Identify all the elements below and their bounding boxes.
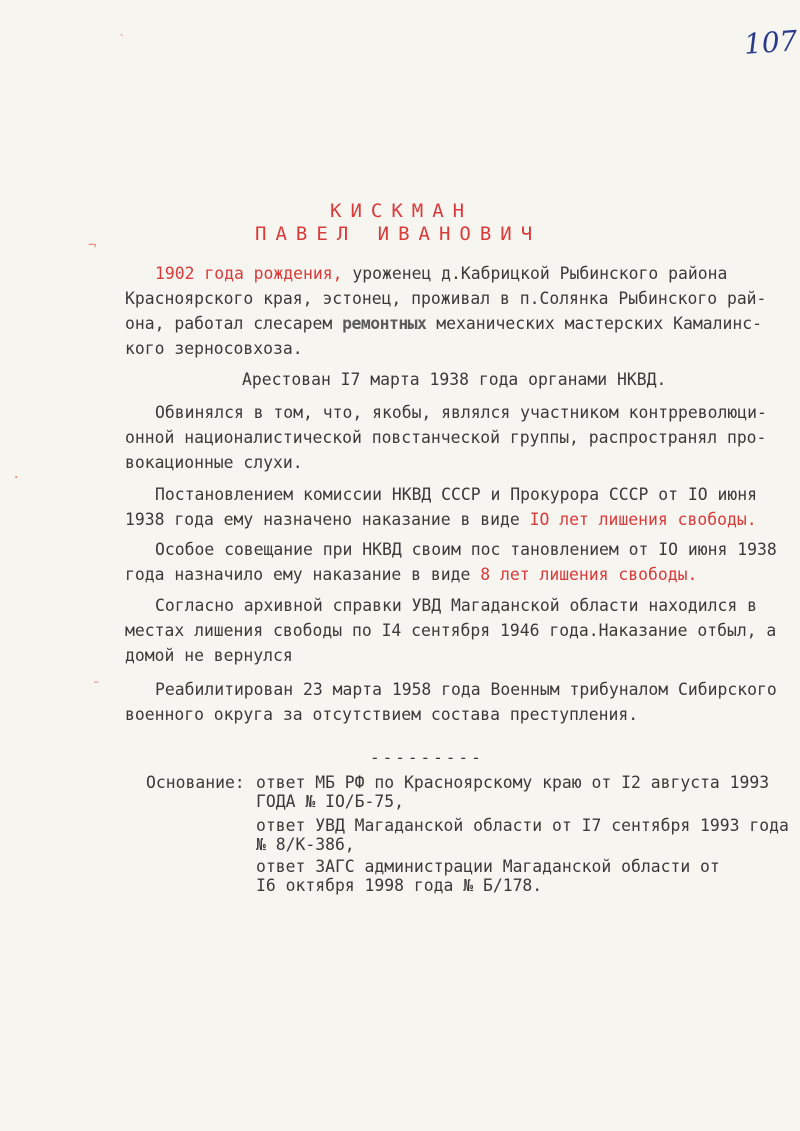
sentence-line-1: Постановлением комиссии НКВД СССР и Прокурора СССР от IO июня <box>155 485 757 504</box>
given-name-heading: ПАВЕЛ ИВАНОВИЧ <box>255 223 542 245</box>
special-council-line-1: Особое совещание при НКВД своим пос тановлением от IO июня 1938 <box>155 540 777 559</box>
archive-line-3: домой не вернулся <box>125 646 293 665</box>
overtyped-word: ремонтных <box>342 314 427 333</box>
workshop-text: механических мастерских Камалинс- <box>426 314 762 333</box>
basis-ref-1-line-1: ответ МБ РФ по Красноярскому краю от I2 августа 1993 <box>256 773 770 792</box>
sentence-line-2 <box>125 512 757 528</box>
special-council-line-2 <box>125 567 697 583</box>
basis-ref-3-line-2: I6 октября 1998 года № Б/178. <box>256 876 543 895</box>
basis-ref-2-line-1: ответ УВД Магаданской области от I7 сентября 1993 года <box>256 816 789 835</box>
basis-ref-3-line-1: ответ ЗАГС администрации Магаданской области от <box>256 857 720 876</box>
accusation-line-2: онной националистической повстанческой группы, распространял про- <box>125 428 767 447</box>
arrest-line: Арестован I7 марта 1938 года органами НКВД. <box>242 370 667 389</box>
red-speck: ˋ <box>118 32 127 48</box>
sentence-term-red: IO лет лишения свободы. <box>529 510 757 529</box>
paragraph-birth-line-1 <box>155 266 727 282</box>
paragraph-birth-line-3 <box>125 316 762 332</box>
red-speck: · <box>12 470 21 486</box>
occupation-text: она, работал слесарем <box>125 314 343 333</box>
paragraph-birth-line-2: Красноярского края, эстонец, проживал в п.Солянка Рыбинского рай- <box>125 289 767 308</box>
special-council-term-red: 8 лет лишения свободы. <box>480 565 698 584</box>
dashed-divider: --------- <box>370 748 484 767</box>
red-speck: ˘ <box>92 680 101 696</box>
special-council-text: года назначило ему наказание в виде <box>125 565 481 584</box>
surname-heading: КИСКМАН <box>330 200 474 222</box>
birth-year-text: 1902 года рождения, <box>155 264 343 283</box>
archive-line-2: местах лишения свободы по I4 сентября 1946 года.Наказание отбыл, а <box>125 621 777 640</box>
archive-line-1: Согласно архивной справки УВД Магаданской области находился в <box>155 596 757 615</box>
red-speck: ¬ <box>88 238 97 254</box>
paragraph-birth-line-4: кого зерносовхоза. <box>125 339 303 358</box>
accusation-line-1: Обвинялся в том, что, якобы, являлся участником контрреволюци- <box>155 403 767 422</box>
basis-ref-2-line-2: № 8/К-386, <box>256 835 355 854</box>
handwritten-page-number: 107 <box>742 24 799 61</box>
accusation-line-3: вокационные слухи. <box>125 453 303 472</box>
basis-label: Основание: <box>146 773 245 792</box>
rehabilitation-line-1: Реабилитирован 23 марта 1958 года Военным трибуналом Сибирского <box>155 680 777 699</box>
birthplace-text: уроженец д.Кабрицкой Рыбинского района <box>342 264 728 283</box>
rehabilitation-line-2: военного округа за отсутствием состава преступления. <box>125 705 639 724</box>
basis-ref-1-line-2: ГОДА № IO/Б-75, <box>256 792 405 811</box>
sentence-text: 1938 года ему назначено наказание в виде <box>125 510 530 529</box>
